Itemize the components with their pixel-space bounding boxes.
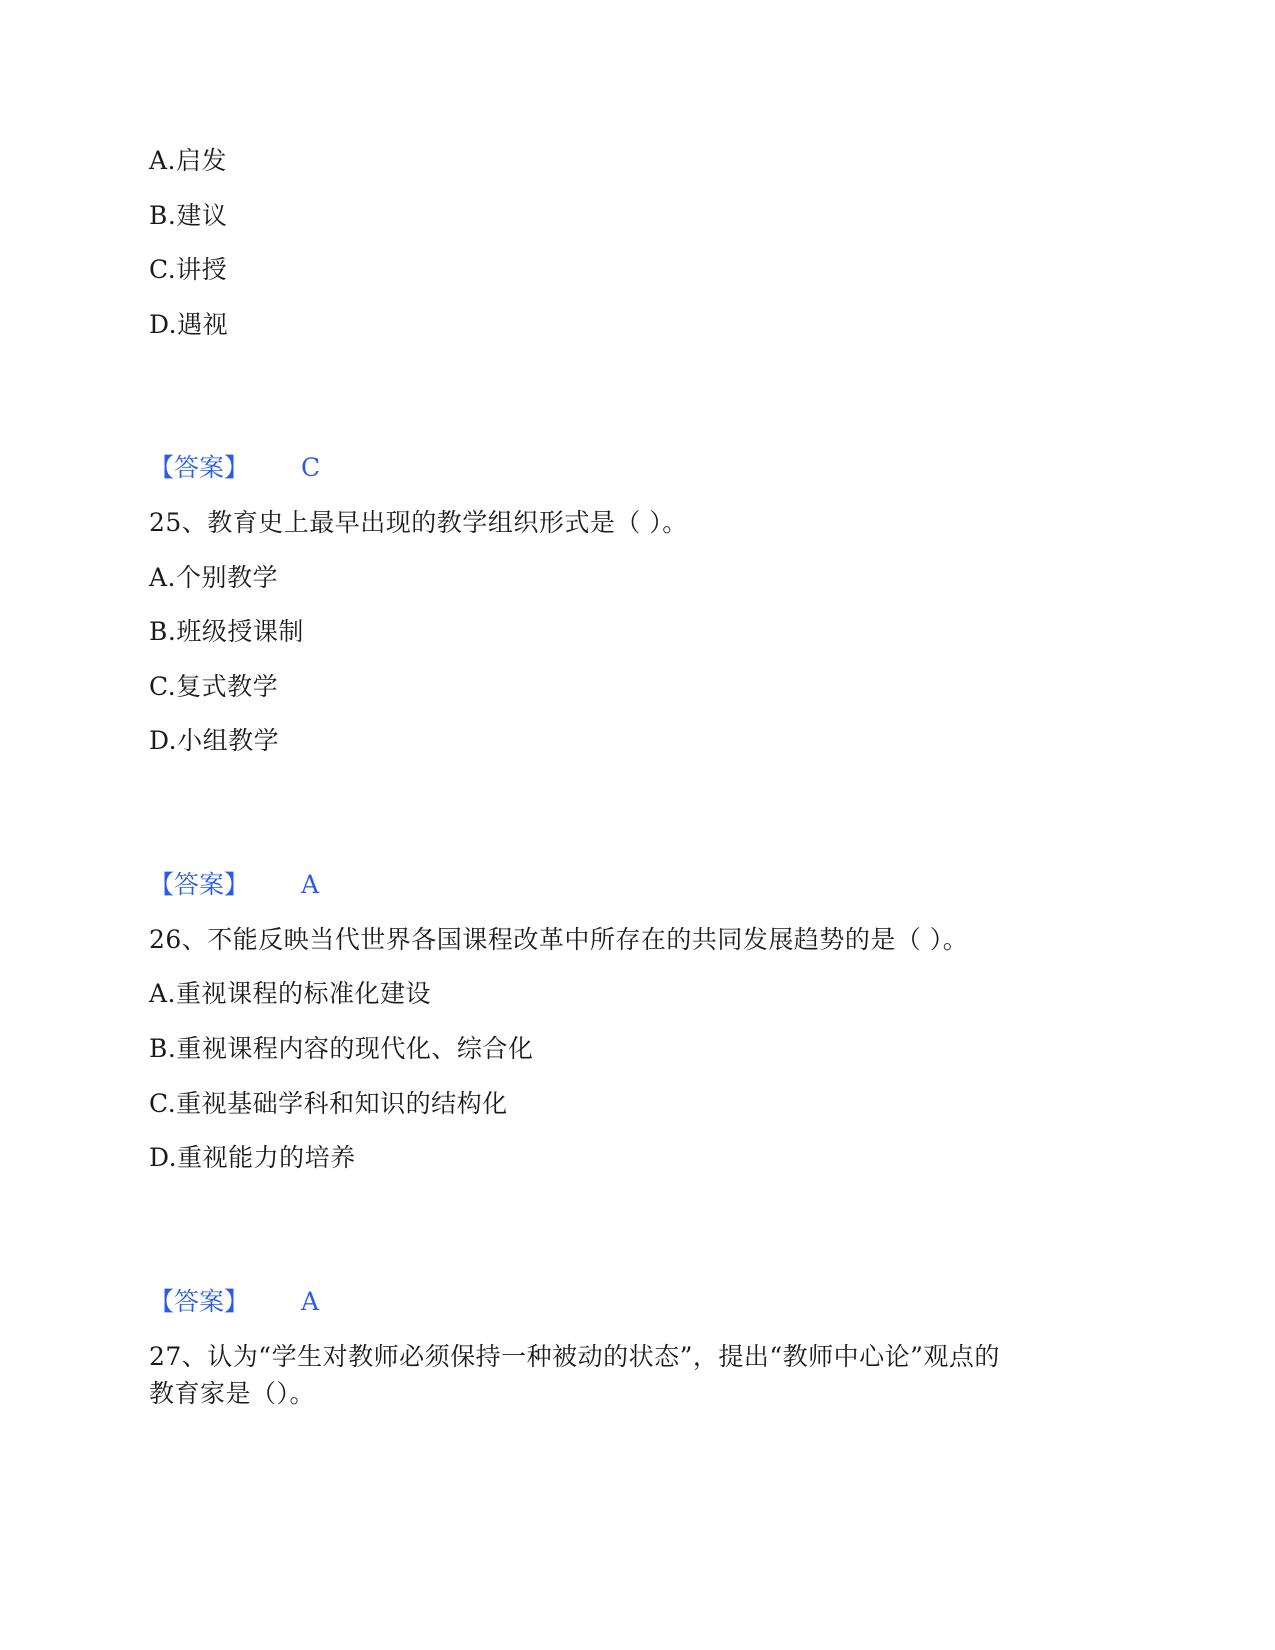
answer-value: C	[301, 453, 321, 482]
q25-option-a: A.个别教学	[149, 563, 279, 592]
q26-option-d: D.重视能力的培养	[149, 1143, 356, 1172]
option-a: A.启发	[149, 146, 228, 175]
answer-label: 【答案】	[149, 870, 250, 899]
question-27-line-1: 27、认为“学生对教师必须保持一种被动的状态”，提出“教师中心论”观点的	[149, 1342, 1000, 1371]
answer-line	[149, 450, 320, 486]
question-27-line-2: 教育家是（）。	[149, 1379, 316, 1408]
q26-option-b: B.重视课程内容的现代化、综合化	[149, 1034, 534, 1063]
question-25: 25、教育史上最早出现的教学组织形式是（ ）。	[149, 508, 688, 537]
option-d: D.遇视	[149, 310, 229, 339]
answer-label: 【答案】	[149, 1287, 250, 1316]
q25-answer-line	[149, 867, 319, 903]
option-b: B.建议	[149, 201, 228, 230]
answer-value: A	[301, 1287, 320, 1316]
answer-label: 【答案】	[149, 453, 250, 482]
q26-option-a: A.重视课程的标准化建设	[149, 979, 432, 1008]
option-c: C.讲授	[149, 255, 228, 284]
q25-option-c: C.复式教学	[149, 672, 279, 701]
q25-option-d: D.小组教学	[149, 726, 280, 755]
q26-answer-line	[149, 1284, 319, 1320]
q25-option-b: B.班级授课制	[149, 617, 304, 646]
question-26: 26、不能反映当代世界各国课程改革中所存在的共同发展趋势的是（ ）。	[149, 925, 969, 954]
answer-value: A	[301, 870, 320, 899]
q26-option-c: C.重视基础学科和知识的结构化	[149, 1089, 508, 1118]
